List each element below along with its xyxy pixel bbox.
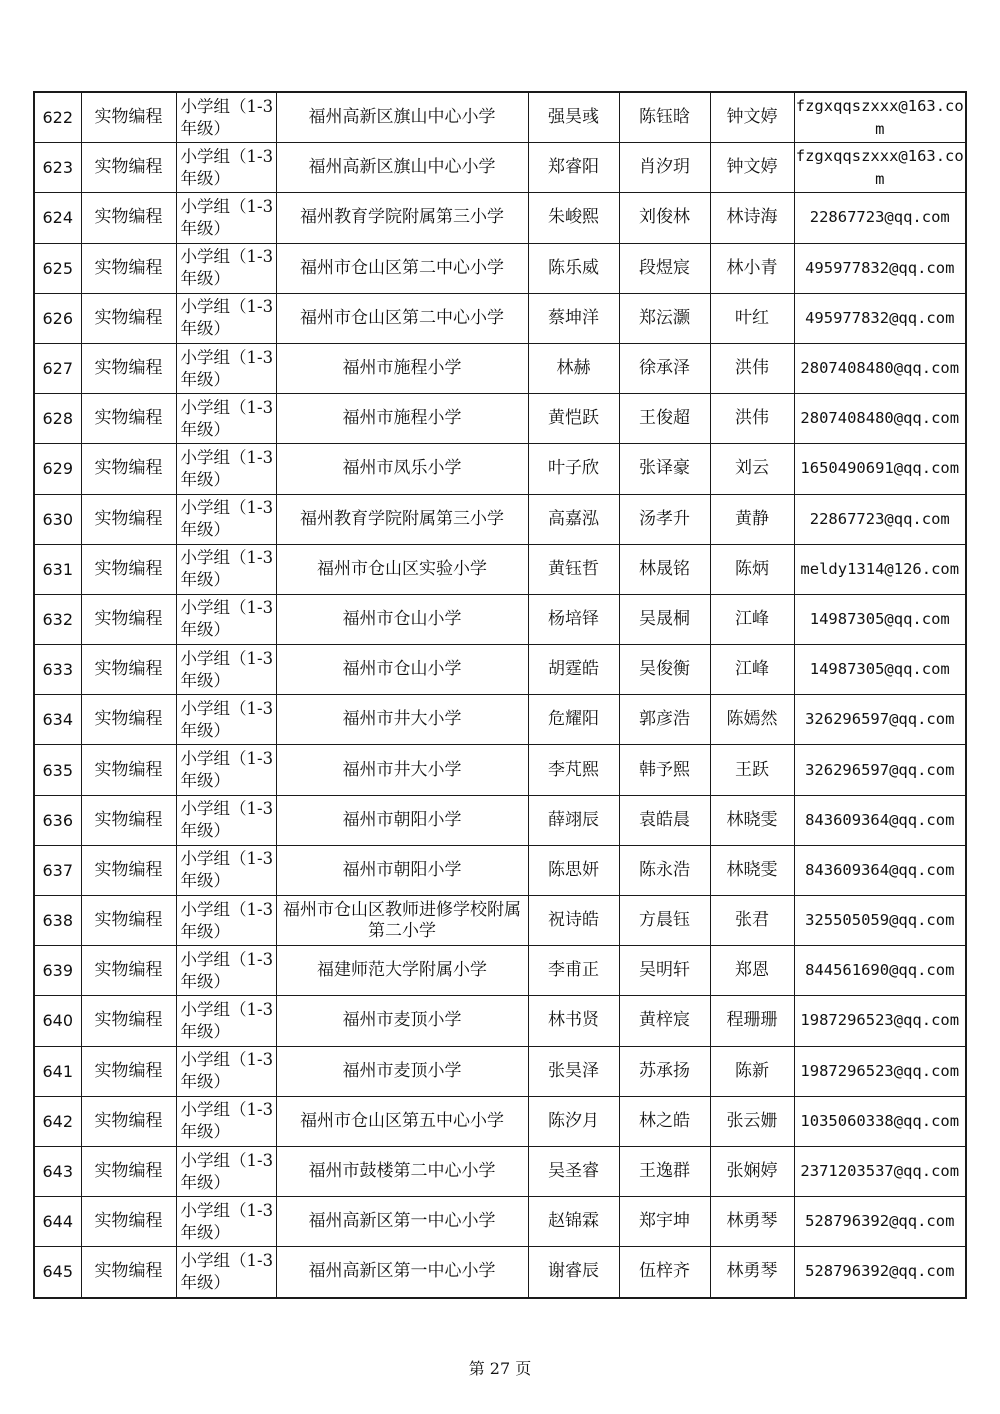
group-cell: 小学组（1-3年级） [176,243,276,293]
category-cell: 实物编程 [81,594,176,644]
table-row [34,896,966,946]
row-number: 623 [34,143,81,193]
category-cell: 实物编程 [81,394,176,444]
table-row [34,494,966,544]
teacher-cell: 王跃 [710,745,794,795]
student2-cell: 郑宇坤 [619,1197,710,1247]
category-cell: 实物编程 [81,996,176,1046]
table-row [34,996,966,1046]
category-cell: 实物编程 [81,143,176,193]
email-cell: 495977832@qq.com [794,243,966,293]
student2-cell: 段煜宸 [619,243,710,293]
email-cell: 844561690@qq.com [794,946,966,996]
row-number: 635 [34,745,81,795]
email-cell: fzgxqqszxxx@163.com [794,143,966,193]
row-number: 637 [34,845,81,895]
teacher-cell: 江峰 [710,594,794,644]
student2-cell: 郭彦浩 [619,695,710,745]
teacher-cell: 洪伟 [710,343,794,393]
category-cell: 实物编程 [81,343,176,393]
email-cell: 326296597@qq.com [794,695,966,745]
row-number: 641 [34,1046,81,1096]
email-cell: 2807408480@qq.com [794,343,966,393]
group-cell: 小学组（1-3年级） [176,293,276,343]
group-cell: 小学组（1-3年级） [176,996,276,1046]
table-body [34,92,966,1298]
table-row [34,394,966,444]
school-cell: 福州市仓山小学 [276,645,528,695]
table-row [34,1146,966,1196]
group-cell: 小学组（1-3年级） [176,193,276,243]
table-row [34,343,966,393]
group-cell: 小学组（1-3年级） [176,92,276,143]
student1-cell: 张昊泽 [528,1046,619,1096]
row-number: 643 [34,1146,81,1196]
email-cell: 325505059@qq.com [794,896,966,946]
teacher-cell: 洪伟 [710,394,794,444]
table-row [34,1046,966,1096]
category-cell: 实物编程 [81,896,176,946]
student1-cell: 陈思妍 [528,845,619,895]
student1-cell: 朱峻熙 [528,193,619,243]
category-cell: 实物编程 [81,1247,176,1298]
teacher-cell: 张君 [710,896,794,946]
group-cell: 小学组（1-3年级） [176,645,276,695]
group-cell: 小学组（1-3年级） [176,1247,276,1298]
table-row [34,695,966,745]
table-row [34,795,966,845]
category-cell: 实物编程 [81,1146,176,1196]
table-row [34,143,966,193]
email-cell: meldy1314@126.com [794,544,966,594]
table-row [34,845,966,895]
row-number: 627 [34,343,81,393]
student2-cell: 王俊超 [619,394,710,444]
category-cell: 实物编程 [81,494,176,544]
student1-cell: 陈汐月 [528,1096,619,1146]
school-cell: 福州市凤乐小学 [276,444,528,494]
group-cell: 小学组（1-3年级） [176,544,276,594]
student2-cell: 郑沄灏 [619,293,710,343]
table-row [34,1197,966,1247]
teacher-cell: 刘云 [710,444,794,494]
table-row [34,193,966,243]
teacher-cell: 黄静 [710,494,794,544]
category-cell: 实物编程 [81,1046,176,1096]
teacher-cell: 钟文婷 [710,143,794,193]
category-cell: 实物编程 [81,946,176,996]
email-cell: fzgxqqszxxx@163.com [794,92,966,143]
email-cell: 2807408480@qq.com [794,394,966,444]
student1-cell: 李芃熙 [528,745,619,795]
school-cell: 福州市鼓楼第二中心小学 [276,1146,528,1196]
student1-cell: 林赫 [528,343,619,393]
group-cell: 小学组（1-3年级） [176,494,276,544]
school-cell: 福州高新区旗山中心小学 [276,143,528,193]
student1-cell: 黄恺跃 [528,394,619,444]
student2-cell: 吴晟桐 [619,594,710,644]
school-cell: 福州高新区第一中心小学 [276,1197,528,1247]
student1-cell: 陈乐威 [528,243,619,293]
group-cell: 小学组（1-3年级） [176,1096,276,1146]
teacher-cell: 钟文婷 [710,92,794,143]
student2-cell: 林晟铭 [619,544,710,594]
school-cell: 福建师范大学附属小学 [276,946,528,996]
student2-cell: 陈永浩 [619,845,710,895]
school-cell: 福州市麦顶小学 [276,1046,528,1096]
student2-cell: 肖汐玥 [619,143,710,193]
student1-cell: 危耀阳 [528,695,619,745]
school-cell: 福州市施程小学 [276,394,528,444]
row-number: 642 [34,1096,81,1146]
table-row [34,243,966,293]
teacher-cell: 陈嫣然 [710,695,794,745]
student1-cell: 黄钰哲 [528,544,619,594]
row-number: 640 [34,996,81,1046]
school-cell: 福州高新区旗山中心小学 [276,92,528,143]
table-row [34,946,966,996]
row-number: 629 [34,444,81,494]
student1-cell: 谢睿辰 [528,1247,619,1298]
row-number: 626 [34,293,81,343]
email-cell: 14987305@qq.com [794,594,966,644]
student2-cell: 苏承扬 [619,1046,710,1096]
teacher-cell: 林勇琴 [710,1247,794,1298]
student2-cell: 刘俊林 [619,193,710,243]
category-cell: 实物编程 [81,1096,176,1146]
email-cell: 843609364@qq.com [794,845,966,895]
student1-cell: 杨培铎 [528,594,619,644]
category-cell: 实物编程 [81,293,176,343]
table-row [34,293,966,343]
teacher-cell: 张云姗 [710,1096,794,1146]
teacher-cell: 叶红 [710,293,794,343]
category-cell: 实物编程 [81,795,176,845]
table-row [34,544,966,594]
group-cell: 小学组（1-3年级） [176,394,276,444]
student2-cell: 方晨钰 [619,896,710,946]
student1-cell: 李甫正 [528,946,619,996]
school-cell: 福州市仓山区第五中心小学 [276,1096,528,1146]
email-cell: 1987296523@qq.com [794,1046,966,1096]
school-cell: 福州高新区第一中心小学 [276,1247,528,1298]
row-number: 632 [34,594,81,644]
row-number: 624 [34,193,81,243]
row-number: 645 [34,1247,81,1298]
group-cell: 小学组（1-3年级） [176,946,276,996]
row-number: 625 [34,243,81,293]
row-number: 634 [34,695,81,745]
school-cell: 福州教育学院附属第三小学 [276,494,528,544]
student1-cell: 郑睿阳 [528,143,619,193]
email-cell: 528796392@qq.com [794,1197,966,1247]
group-cell: 小学组（1-3年级） [176,594,276,644]
school-cell: 福州市仓山区实验小学 [276,544,528,594]
table-row [34,594,966,644]
row-number: 636 [34,795,81,845]
group-cell: 小学组（1-3年级） [176,143,276,193]
group-cell: 小学组（1-3年级） [176,845,276,895]
school-cell: 福州市施程小学 [276,343,528,393]
table-row [34,444,966,494]
student2-cell: 汤孝升 [619,494,710,544]
student2-cell: 张译豪 [619,444,710,494]
student2-cell: 王逸群 [619,1146,710,1196]
email-cell: 1650490691@qq.com [794,444,966,494]
table-row [34,1247,966,1298]
group-cell: 小学组（1-3年级） [176,444,276,494]
category-cell: 实物编程 [81,1197,176,1247]
category-cell: 实物编程 [81,193,176,243]
student2-cell: 袁皓晨 [619,795,710,845]
student2-cell: 伍梓齐 [619,1247,710,1298]
category-cell: 实物编程 [81,695,176,745]
row-number: 630 [34,494,81,544]
group-cell: 小学组（1-3年级） [176,795,276,845]
group-cell: 小学组（1-3年级） [176,1146,276,1196]
teacher-cell: 郑恩 [710,946,794,996]
row-number: 644 [34,1197,81,1247]
student2-cell: 吴明轩 [619,946,710,996]
teacher-cell: 林勇琴 [710,1197,794,1247]
page-number: 第 27 页 [468,1359,532,1378]
student1-cell: 叶子欣 [528,444,619,494]
group-cell: 小学组（1-3年级） [176,1046,276,1096]
group-cell: 小学组（1-3年级） [176,695,276,745]
school-cell: 福州教育学院附属第三小学 [276,193,528,243]
row-number: 633 [34,645,81,695]
email-cell: 22867723@qq.com [794,494,966,544]
school-cell: 福州市井大小学 [276,695,528,745]
student2-cell: 陈钰晗 [619,92,710,143]
category-cell: 实物编程 [81,243,176,293]
group-cell: 小学组（1-3年级） [176,745,276,795]
email-cell: 326296597@qq.com [794,745,966,795]
table-row [34,745,966,795]
row-number: 638 [34,896,81,946]
student2-cell: 林之皓 [619,1096,710,1146]
row-number: 631 [34,544,81,594]
category-cell: 实物编程 [81,544,176,594]
group-cell: 小学组（1-3年级） [176,1197,276,1247]
teacher-cell: 林小青 [710,243,794,293]
school-cell: 福州市井大小学 [276,745,528,795]
teacher-cell: 江峰 [710,645,794,695]
row-number: 628 [34,394,81,444]
table-row [34,1096,966,1146]
table-row [34,92,966,143]
student1-cell: 强昊彧 [528,92,619,143]
email-cell: 843609364@qq.com [794,795,966,845]
teacher-cell: 林晓雯 [710,845,794,895]
row-number: 622 [34,92,81,143]
registration-table-container [33,91,965,1299]
school-cell: 福州市仓山区教师进修学校附属第二小学 [276,896,528,946]
email-cell: 528796392@qq.com [794,1247,966,1298]
school-cell: 福州市仓山区第二中心小学 [276,293,528,343]
email-cell: 1035060338@qq.com [794,1096,966,1146]
student2-cell: 韩予熙 [619,745,710,795]
school-cell: 福州市朝阳小学 [276,795,528,845]
category-cell: 实物编程 [81,444,176,494]
school-cell: 福州市朝阳小学 [276,845,528,895]
row-number: 639 [34,946,81,996]
student1-cell: 胡霆皓 [528,645,619,695]
teacher-cell: 林诗海 [710,193,794,243]
student1-cell: 高嘉泓 [528,494,619,544]
student1-cell: 赵锦霖 [528,1197,619,1247]
student1-cell: 林书贤 [528,996,619,1046]
email-cell: 22867723@qq.com [794,193,966,243]
email-cell: 14987305@qq.com [794,645,966,695]
student2-cell: 徐承泽 [619,343,710,393]
school-cell: 福州市仓山区第二中心小学 [276,243,528,293]
email-cell: 1987296523@qq.com [794,996,966,1046]
student1-cell: 祝诗皓 [528,896,619,946]
student2-cell: 吴俊衡 [619,645,710,695]
student1-cell: 薛翊辰 [528,795,619,845]
teacher-cell: 陈炳 [710,544,794,594]
school-cell: 福州市麦顶小学 [276,996,528,1046]
student1-cell: 吴圣睿 [528,1146,619,1196]
student1-cell: 蔡坤洋 [528,293,619,343]
student2-cell: 黄梓宸 [619,996,710,1046]
email-cell: 495977832@qq.com [794,293,966,343]
school-cell: 福州市仓山小学 [276,594,528,644]
teacher-cell: 张娴婷 [710,1146,794,1196]
teacher-cell: 程珊珊 [710,996,794,1046]
category-cell: 实物编程 [81,745,176,795]
group-cell: 小学组（1-3年级） [176,896,276,946]
teacher-cell: 林晓雯 [710,795,794,845]
email-cell: 2371203537@qq.com [794,1146,966,1196]
table-row [34,645,966,695]
category-cell: 实物编程 [81,845,176,895]
category-cell: 实物编程 [81,645,176,695]
category-cell: 实物编程 [81,92,176,143]
group-cell: 小学组（1-3年级） [176,343,276,393]
teacher-cell: 陈新 [710,1046,794,1096]
registration-table [33,91,967,1299]
